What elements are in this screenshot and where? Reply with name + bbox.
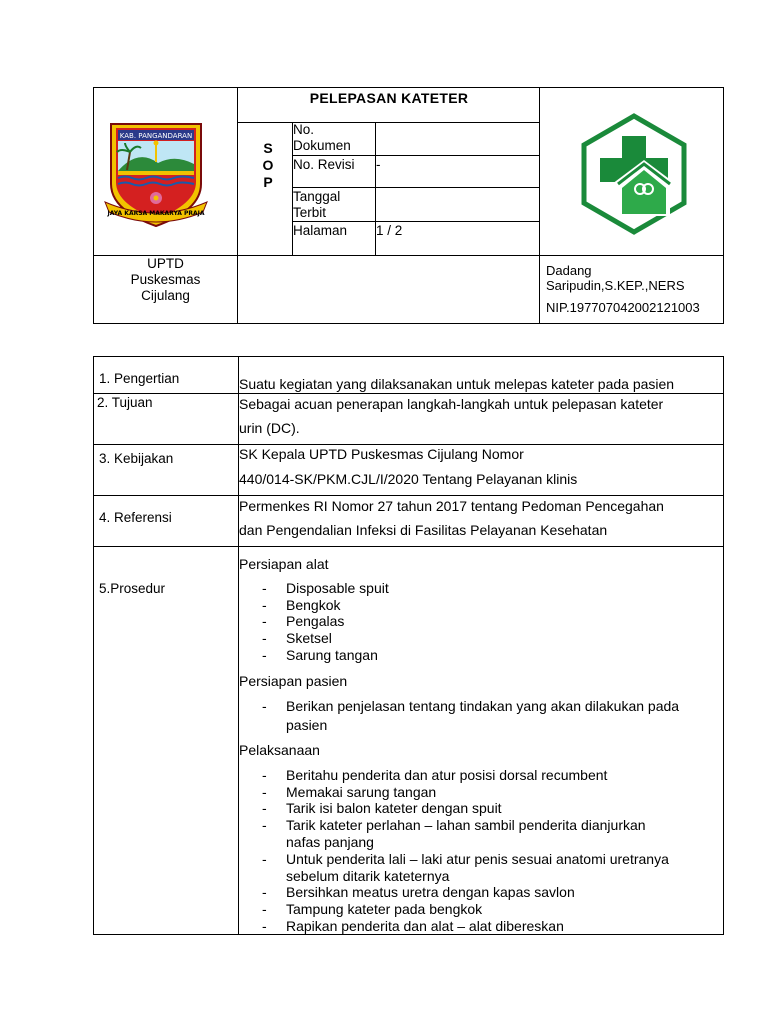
kebijakan-text-line2: 440/014-SK/PKM.CJL/I/2020 Tentang Pelayanan klinis [239, 471, 578, 487]
prosedur-item-dash: - [262, 597, 267, 613]
prosedur-item-dash: - [262, 800, 267, 816]
prosedur-item-text: Bengkok [286, 597, 341, 613]
referensi-text-line2: dan Pengendalian Infeksi di Fasilitas Pelayanan Kesehatan [239, 522, 608, 538]
unit-name-line3: Cijulang [141, 288, 190, 303]
prosedur-item-text: Disposable spuit [286, 580, 389, 596]
prosedur-item-text: Tarik kateter perlahan – lahan sambil penderita dianjurkan [286, 817, 646, 833]
prosedur-section-heading: Persiapan alat [239, 556, 329, 572]
prosedur-item-dash: - [262, 767, 267, 783]
prosedur-item-dash: - [262, 884, 267, 900]
field-label-tanggal-terbit-line2: Terbit [293, 205, 327, 220]
row-label-kebijakan: 3. Kebijakan [99, 451, 174, 466]
pengertian-text: Suatu kegiatan yang dilaksanakan untuk melepas kateter pada pasien [239, 376, 675, 392]
field-label-tanggal-terbit-line1: Tanggal [293, 189, 341, 204]
prosedur-item-text: Sketsel [286, 630, 332, 646]
prosedur-item-text: pasien [286, 717, 328, 733]
prosedur-section-heading: Pelaksanaan [239, 742, 320, 758]
prosedur-item-dash: - [262, 918, 267, 934]
tujuan-text-line1: Sebagai acuan penerapan langkah-langkah untuk pelepasan kateter [239, 396, 664, 412]
prosedur-item-text: Memakai sarung tangan [286, 784, 437, 800]
tujuan-text-line2: urin (DC). [239, 420, 300, 436]
prosedur-item-text: Beritahu penderita dan atur posisi dorsal recumbent [286, 767, 608, 783]
field-value-no-revisi: - [376, 157, 381, 172]
page-title: PELEPASAN KATETER [309, 90, 469, 106]
field-label-halaman: Halaman [293, 223, 348, 238]
prosedur-item-dash: - [262, 613, 267, 629]
signer-nip: NIP.197707042002121003 [546, 300, 700, 315]
emblem-top-text: KAB. PANGANDARAN [119, 132, 193, 140]
signer-name-line2: Saripudin,S.KEP.,NERS [546, 278, 685, 293]
field-label-no-dokumen-line1: No. [293, 122, 315, 137]
row-label-referensi: 4. Referensi [99, 510, 172, 525]
prosedur-item-text: Sarung tangan [286, 647, 378, 663]
signer-name-line1: Dadang [546, 263, 592, 278]
field-label-no-dokumen-line2: Dokumen [293, 138, 351, 153]
prosedur-section-heading: Persiapan pasien [239, 673, 348, 689]
puskesmas-logo [578, 112, 690, 236]
prosedur-item-text: Tampung kateter pada bengkok [286, 901, 483, 917]
prosedur-item-dash: - [262, 901, 267, 917]
prosedur-item-text: Pengalas [286, 613, 345, 629]
row-label-prosedur: 5.Prosedur [99, 581, 166, 596]
prosedur-item-text: Tarik isi balon kateter dengan spuit [286, 800, 502, 816]
sop-letter-p: P [263, 174, 273, 190]
prosedur-item-text: nafas panjang [286, 834, 374, 850]
prosedur-item-text: Untuk penderita lali – laki atur penis sesuai anatomi uretranya [286, 851, 669, 867]
prosedur-item-text: Berikan penjelasan tentang tindakan yang akan dilakukan pada [286, 698, 680, 714]
prosedur-item-text: Rapikan penderita dan alat – alat dibereskan [286, 918, 564, 934]
unit-name-line1: UPTD [147, 256, 184, 271]
emblem-motto-text: JAYA KARSA MAKARYA PRAJA [107, 210, 205, 217]
field-label-no-revisi: No. Revisi [293, 157, 355, 172]
prosedur-item-dash: - [262, 580, 267, 596]
prosedur-item-text: sebelum ditarik kateternya [286, 868, 450, 884]
unit-name-line2: Puskesmas [130, 272, 201, 287]
prosedur-item-dash: - [262, 817, 267, 833]
row-label-pengertian: 1. Pengertian [99, 371, 180, 386]
prosedur-item-dash: - [262, 630, 267, 646]
prosedur-item-dash: - [262, 851, 267, 867]
sop-letter-o: O [262, 157, 274, 173]
prosedur-item-text: Bersihkan meatus uretra dengan kapas savlon [286, 884, 575, 900]
prosedur-item-dash: - [262, 698, 267, 714]
field-value-halaman: 1 / 2 [376, 223, 403, 238]
prosedur-item-dash: - [262, 647, 267, 663]
prosedur-item-dash: - [262, 784, 267, 800]
referensi-text-line1: Permenkes RI Nomor 27 tahun 2017 tentang Pedoman Pencegahan [239, 498, 664, 514]
row-label-tujuan: 2. Tujuan [97, 395, 153, 410]
kebijakan-text-line1: SK Kepala UPTD Puskesmas Cijulang Nomor [239, 446, 524, 462]
regency-emblem-logo [103, 118, 209, 230]
sop-letter-s: S [263, 140, 273, 156]
